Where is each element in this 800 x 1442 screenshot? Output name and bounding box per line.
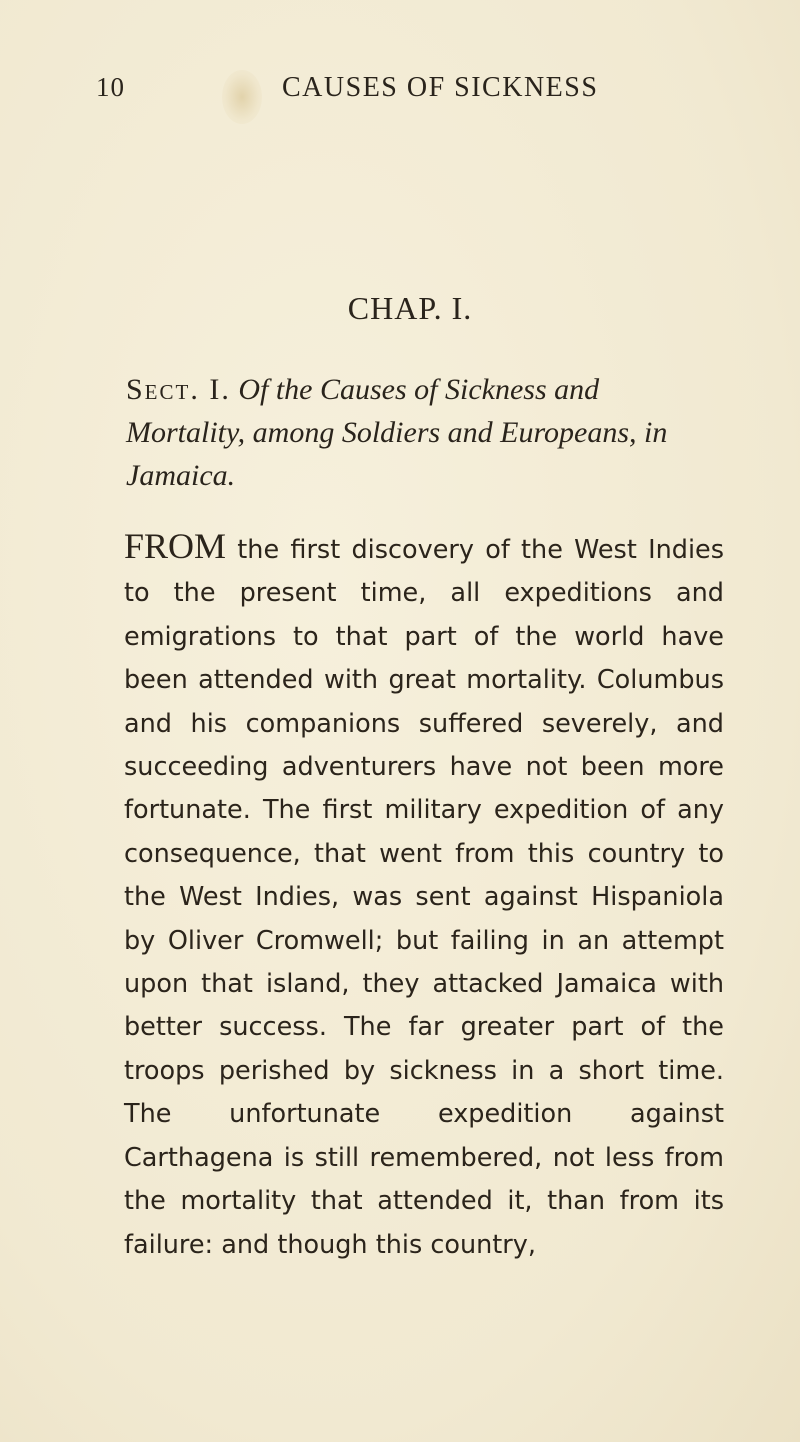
section-heading xyxy=(126,368,716,497)
section-title: Of the Causes of Sickness and Mortality, among Soldiers and Europeans, in Jamaica. xyxy=(126,373,668,492)
running-head xyxy=(0,72,800,112)
page-number: 10 xyxy=(96,72,125,102)
running-title: CAUSES OF SICKNESS xyxy=(282,72,599,103)
opening-word: FROM xyxy=(124,526,227,566)
section-label: Sect. I. xyxy=(126,373,231,406)
paragraph xyxy=(124,525,724,1267)
chapter-heading: CHAP. I. xyxy=(347,290,473,326)
paragraph-text: the first discovery of the West Indies to the present time, all expeditions and emigrations to that part of the world have been attended with great mortality. Columbus and his companions suffered severely, and succeeding adventurers have not been more fortunate. The first military expedition of any consequence, that went from this country to the West Indies, was sent against Hispaniola by Oliver Cromwell; but failing in an attempt upon that island, they attacked Jamaica with better success. The far greater part of the troops perished by sickness in a short time. The unfortunate expedition against Carthagena is still remembered, not less from the mortality that attended it, than from its failure: and though this country, xyxy=(124,535,725,1260)
body-text xyxy=(124,525,724,1267)
